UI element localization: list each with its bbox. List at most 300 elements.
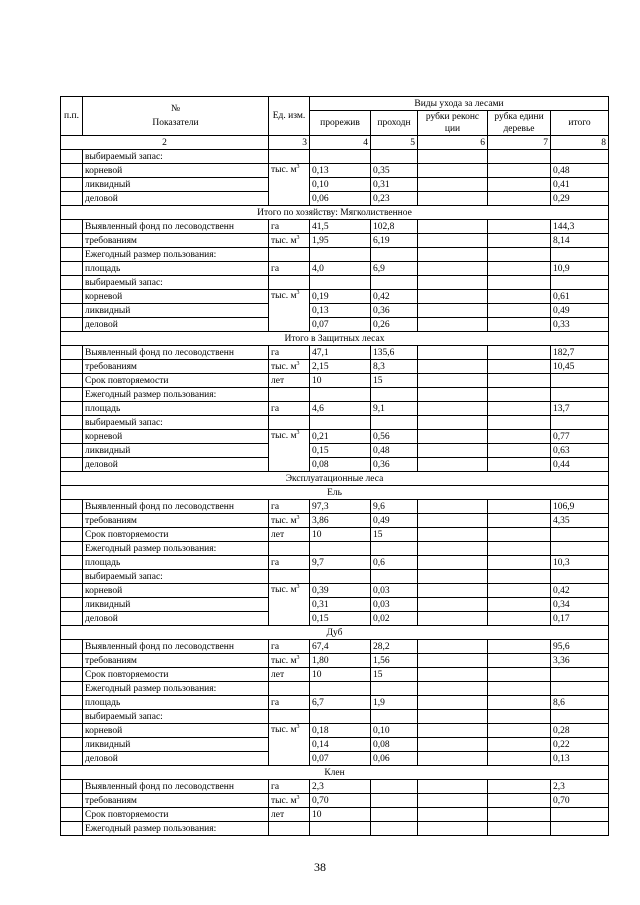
empty-cell: [488, 682, 551, 696]
empty-cell: [551, 416, 609, 430]
row-label: деловой: [83, 458, 269, 472]
empty-cell: [418, 276, 488, 290]
empty-cell: [61, 542, 83, 556]
empty-cell: [551, 374, 609, 388]
table-cell: га: [269, 556, 310, 570]
empty-cell: [61, 416, 83, 430]
table-row: [61, 780, 609, 794]
empty-cell: [269, 682, 310, 696]
empty-cell: [488, 262, 551, 276]
unit-superscript: 3: [296, 163, 300, 170]
table-cell: 0,26: [371, 318, 418, 332]
empty-cell: [488, 794, 551, 808]
table-cell: 0,17: [551, 612, 609, 626]
empty-cell: [61, 150, 83, 164]
empty-cell: [310, 388, 371, 402]
empty-cell: [269, 710, 310, 724]
empty-cell: [269, 276, 310, 290]
table-row: [61, 304, 609, 318]
row-label: Выявленный фонд по лесоводственн: [83, 640, 269, 654]
table-cell: 0,10: [310, 178, 371, 192]
table-row: [61, 360, 609, 374]
empty-cell: [418, 234, 488, 248]
table-cell: 0,36: [371, 458, 418, 472]
table-row: [61, 290, 609, 304]
empty-cell: [418, 612, 488, 626]
table-cell: 182,7: [551, 346, 609, 360]
empty-cell: [488, 584, 551, 598]
empty-cell: [269, 430, 310, 472]
subsection-heading: Ель: [61, 486, 609, 500]
table-cell: 28,2: [371, 640, 418, 654]
empty-cell: [551, 682, 609, 696]
empty-cell: [269, 388, 310, 402]
col-num: 5: [371, 136, 418, 150]
table-cell: га: [269, 640, 310, 654]
empty-cell: [551, 276, 609, 290]
empty-cell: [418, 430, 488, 444]
empty-cell: [418, 780, 488, 794]
empty-cell: [418, 808, 488, 822]
subsection-heading-row: [61, 766, 609, 780]
empty-cell: [551, 570, 609, 584]
table-cell: 10,45: [551, 360, 609, 374]
subsection-heading: Клен: [61, 766, 609, 780]
table-cell: га: [269, 402, 310, 416]
empty-cell: [61, 290, 83, 304]
row-label: корневой: [83, 164, 269, 178]
table-cell: га: [269, 346, 310, 360]
header-reconstruction: рубки реконс ции: [418, 111, 488, 136]
section-heading: Итого по хозяйству: Мягколиственное: [61, 206, 609, 220]
unit-label: тыс. м: [271, 725, 297, 735]
section-heading-row: [61, 472, 609, 486]
empty-cell: [488, 500, 551, 514]
table-row: [61, 640, 609, 654]
empty-cell: [61, 556, 83, 570]
table-cell: га: [269, 780, 310, 794]
column-numbers-row: [61, 136, 609, 150]
table-cell: лет: [269, 808, 310, 822]
row-label: ликвидный: [83, 304, 269, 318]
table-cell: 0,13: [551, 752, 609, 766]
table-cell: 9,7: [310, 556, 371, 570]
table-row: [61, 738, 609, 752]
row-label: площадь: [83, 696, 269, 710]
row-label: корневой: [83, 584, 269, 598]
empty-cell: [269, 724, 310, 766]
empty-cell: [488, 416, 551, 430]
empty-cell: [61, 402, 83, 416]
empty-cell: [61, 696, 83, 710]
empty-cell: [269, 514, 310, 528]
table-row: [61, 528, 609, 542]
table-cell: 0,49: [371, 514, 418, 528]
row-label: требованиям: [83, 654, 269, 668]
empty-cell: [418, 444, 488, 458]
empty-cell: [488, 318, 551, 332]
table-cell: 15: [371, 374, 418, 388]
empty-cell: [61, 738, 83, 752]
empty-cell: [488, 654, 551, 668]
empty-cell: [269, 654, 310, 668]
empty-cell: [418, 178, 488, 192]
empty-cell: [269, 416, 310, 430]
header-unit: Ед. изм.: [269, 97, 310, 136]
empty-cell: [418, 346, 488, 360]
row-label: деловой: [83, 318, 269, 332]
empty-cell: [61, 822, 83, 836]
empty-cell: [488, 696, 551, 710]
empty-cell: [488, 164, 551, 178]
row-label: выбираемый запас:: [83, 276, 269, 290]
row-label: требованиям: [83, 360, 269, 374]
table-cell: 0,15: [310, 612, 371, 626]
table-cell: 4,6: [310, 402, 371, 416]
empty-cell: [488, 556, 551, 570]
empty-cell: [418, 556, 488, 570]
row-label: выбираемый запас:: [83, 416, 269, 430]
empty-cell: [269, 150, 310, 164]
empty-cell: [488, 276, 551, 290]
empty-cell: [61, 808, 83, 822]
row-label: Выявленный фонд по лесоводственн: [83, 780, 269, 794]
table-cell: 0,63: [551, 444, 609, 458]
table-cell: га: [269, 500, 310, 514]
table-cell: 67,4: [310, 640, 371, 654]
empty-cell: [488, 150, 551, 164]
empty-cell: [310, 542, 371, 556]
empty-cell: [310, 248, 371, 262]
table-cell: 1,80: [310, 654, 371, 668]
empty-cell: [269, 822, 310, 836]
empty-cell: [488, 192, 551, 206]
table-cell: 0,61: [551, 290, 609, 304]
empty-cell: [488, 724, 551, 738]
unit-label: тыс. м: [271, 515, 297, 526]
table-row: [61, 444, 609, 458]
empty-cell: [418, 542, 488, 556]
empty-cell: [61, 500, 83, 514]
table-cell: 0,13: [310, 304, 371, 318]
table-row: [61, 150, 609, 164]
table-cell: 9,1: [371, 402, 418, 416]
empty-cell: [61, 654, 83, 668]
table-row: [61, 164, 609, 178]
row-label: требованиям: [83, 514, 269, 528]
empty-cell: [61, 528, 83, 542]
empty-cell: [61, 640, 83, 654]
table-row: [61, 598, 609, 612]
table-cell: 0,28: [551, 724, 609, 738]
empty-cell: [418, 164, 488, 178]
empty-cell: [61, 430, 83, 444]
table-row: [61, 794, 609, 808]
table-cell: 13,7: [551, 402, 609, 416]
table-cell: 0,03: [371, 584, 418, 598]
row-label: Ежегодный размер пользования:: [83, 682, 269, 696]
header-single-tree: рубка едини деревье: [488, 111, 551, 136]
table-cell: 15: [371, 668, 418, 682]
row-label: выбираемый запас:: [83, 570, 269, 584]
section-heading-row: [61, 332, 609, 346]
table-row: [61, 556, 609, 570]
row-label: ликвидный: [83, 444, 269, 458]
unit-cell: [269, 164, 310, 206]
header-pp: п.п.: [61, 97, 83, 136]
table-row: [61, 584, 609, 598]
unit-label: тыс. м: [271, 291, 297, 301]
empty-cell: [488, 248, 551, 262]
table-cell: 1,9: [371, 696, 418, 710]
table-row: [61, 262, 609, 276]
table-cell: 10: [310, 808, 371, 822]
empty-cell: [371, 388, 418, 402]
table-cell: 6,7: [310, 696, 371, 710]
table-cell: 0,18: [310, 724, 371, 738]
table-cell: 0,56: [371, 430, 418, 444]
table-row: [61, 192, 609, 206]
table-cell: 1,56: [371, 654, 418, 668]
empty-cell: [551, 528, 609, 542]
table-cell: 0,42: [551, 584, 609, 598]
empty-cell: [488, 514, 551, 528]
empty-cell: [61, 514, 83, 528]
table-cell: 0,08: [310, 458, 371, 472]
empty-cell: [61, 164, 83, 178]
empty-cell: [61, 220, 83, 234]
unit-label: тыс. м: [271, 655, 297, 666]
table-row: [61, 458, 609, 472]
table-cell: 3,36: [551, 654, 609, 668]
empty-cell: [61, 752, 83, 766]
table-cell: 0,29: [551, 192, 609, 206]
table-row: [61, 248, 609, 262]
empty-cell: [551, 388, 609, 402]
empty-cell: [551, 248, 609, 262]
empty-cell: [488, 388, 551, 402]
table-cell: 6,19: [371, 234, 418, 248]
col-num: 6: [418, 136, 488, 150]
row-label: Ежегодный размер пользования:: [83, 822, 269, 836]
table-cell: 0,22: [551, 738, 609, 752]
forest-care-table: [60, 96, 609, 836]
table-cell: 0,36: [371, 304, 418, 318]
row-label: деловой: [83, 612, 269, 626]
table-cell: 0,33: [551, 318, 609, 332]
empty-cell: [418, 710, 488, 724]
empty-cell: [310, 150, 371, 164]
empty-cell: [61, 710, 83, 724]
header-thinning: прорежив: [310, 111, 371, 136]
table-cell: 144,3: [551, 220, 609, 234]
empty-cell: [418, 738, 488, 752]
table-cell: 0,49: [551, 304, 609, 318]
section-heading: Итого в Защитных лесах: [61, 332, 609, 346]
row-label: ликвидный: [83, 178, 269, 192]
table-cell: 97,3: [310, 500, 371, 514]
empty-cell: [418, 794, 488, 808]
table-cell: 6,9: [371, 262, 418, 276]
table-cell: 0,21: [310, 430, 371, 444]
empty-cell: [371, 710, 418, 724]
empty-cell: [418, 220, 488, 234]
col-num: 3: [269, 136, 310, 150]
row-label: Срок повторяемости: [83, 528, 269, 542]
empty-cell: [488, 598, 551, 612]
empty-cell: [371, 822, 418, 836]
empty-cell: [61, 234, 83, 248]
row-label: Ежегодный размер пользования:: [83, 248, 269, 262]
table-row: [61, 668, 609, 682]
empty-cell: [61, 794, 83, 808]
row-label: Ежегодный размер пользования:: [83, 388, 269, 402]
unit-superscript: 3: [296, 654, 300, 661]
table-cell: 0,13: [310, 164, 371, 178]
empty-cell: [61, 276, 83, 290]
header-indicators: [83, 97, 269, 136]
row-label: деловой: [83, 752, 269, 766]
empty-cell: [61, 318, 83, 332]
table-cell: 0,35: [371, 164, 418, 178]
empty-cell: [488, 290, 551, 304]
table-cell: 8,3: [371, 360, 418, 374]
table-row: [61, 808, 609, 822]
table-cell: 47,1: [310, 346, 371, 360]
row-label: требованиям: [83, 794, 269, 808]
empty-cell: [310, 416, 371, 430]
empty-cell: [371, 276, 418, 290]
empty-cell: [551, 150, 609, 164]
table-cell: лет: [269, 374, 310, 388]
table-cell: 4,0: [310, 262, 371, 276]
unit-superscript: 3: [296, 429, 300, 436]
empty-cell: [488, 402, 551, 416]
table-cell: 0,19: [310, 290, 371, 304]
empty-cell: [488, 808, 551, 822]
empty-cell: [310, 710, 371, 724]
empty-cell: [269, 290, 310, 332]
table-row: [61, 220, 609, 234]
table-cell: 4,35: [551, 514, 609, 528]
table-cell: 0,39: [310, 584, 371, 598]
empty-cell: [418, 388, 488, 402]
section-heading: Эксплуатационные леса: [61, 472, 609, 486]
empty-cell: [269, 570, 310, 584]
empty-cell: [418, 584, 488, 598]
table-row: [61, 682, 609, 696]
subsection-heading: Дуб: [61, 626, 609, 640]
empty-cell: [371, 248, 418, 262]
empty-cell: [418, 528, 488, 542]
row-label: Выявленный фонд по лесоводственн: [83, 500, 269, 514]
empty-cell: [418, 374, 488, 388]
row-label: деловой: [83, 192, 269, 206]
empty-cell: [488, 444, 551, 458]
empty-cell: [269, 234, 310, 248]
empty-cell: [488, 542, 551, 556]
table-cell: 0,44: [551, 458, 609, 472]
table-cell: 0,48: [551, 164, 609, 178]
unit-label: тыс. м: [271, 585, 297, 595]
table-row: [61, 430, 609, 444]
empty-cell: [310, 570, 371, 584]
unit-superscript: 3: [296, 794, 300, 801]
table-row: [61, 318, 609, 332]
col-num: 8: [551, 136, 609, 150]
empty-cell: [488, 752, 551, 766]
table-cell: 0,07: [310, 752, 371, 766]
table-cell: 0,06: [310, 192, 371, 206]
table-row: [61, 710, 609, 724]
empty-cell: [418, 570, 488, 584]
empty-cell: [551, 808, 609, 822]
row-label: Выявленный фонд по лесоводственн: [83, 346, 269, 360]
table-row: [61, 416, 609, 430]
empty-cell: [61, 360, 83, 374]
row-label: Срок повторяемости: [83, 808, 269, 822]
empty-cell: [488, 430, 551, 444]
empty-cell: [269, 584, 310, 626]
subsection-heading-row: [61, 486, 609, 500]
table-cell: 0,02: [371, 612, 418, 626]
table-row: [61, 752, 609, 766]
table-cell: га: [269, 696, 310, 710]
empty-cell: [371, 570, 418, 584]
table-cell: 10: [310, 374, 371, 388]
empty-cell: [418, 304, 488, 318]
empty-cell: [61, 178, 83, 192]
table-cell: 2,3: [310, 780, 371, 794]
empty-cell: [371, 682, 418, 696]
subsection-heading-row: [61, 626, 609, 640]
row-label: корневой: [83, 290, 269, 304]
unit-label: тыс. м: [271, 235, 297, 246]
unit-label: тыс. м: [271, 361, 297, 372]
empty-cell: [488, 528, 551, 542]
unit-superscript: 3: [296, 289, 300, 296]
unit-label: тыс. м: [271, 431, 297, 441]
col-num: 2: [61, 136, 269, 150]
empty-cell: [418, 752, 488, 766]
table-cell: 0,15: [310, 444, 371, 458]
unit-superscript: 3: [296, 234, 300, 241]
empty-cell: [269, 248, 310, 262]
unit-superscript: 3: [296, 723, 300, 730]
table-cell: 10: [310, 528, 371, 542]
table-cell: 102,8: [371, 220, 418, 234]
empty-cell: [61, 458, 83, 472]
empty-cell: [418, 640, 488, 654]
empty-cell: [61, 668, 83, 682]
empty-cell: [488, 612, 551, 626]
empty-cell: [488, 360, 551, 374]
empty-cell: [61, 248, 83, 262]
empty-cell: [371, 416, 418, 430]
empty-cell: [488, 668, 551, 682]
empty-cell: [488, 780, 551, 794]
empty-cell: [371, 542, 418, 556]
empty-cell: [488, 346, 551, 360]
table-row: [61, 276, 609, 290]
table-cell: 9,6: [371, 500, 418, 514]
empty-cell: [310, 276, 371, 290]
unit-superscript: 3: [296, 360, 300, 367]
table-cell: 41,5: [310, 220, 371, 234]
row-label: Выявленный фонд по лесоводственн: [83, 220, 269, 234]
table-cell: 15: [371, 528, 418, 542]
empty-cell: [488, 220, 551, 234]
